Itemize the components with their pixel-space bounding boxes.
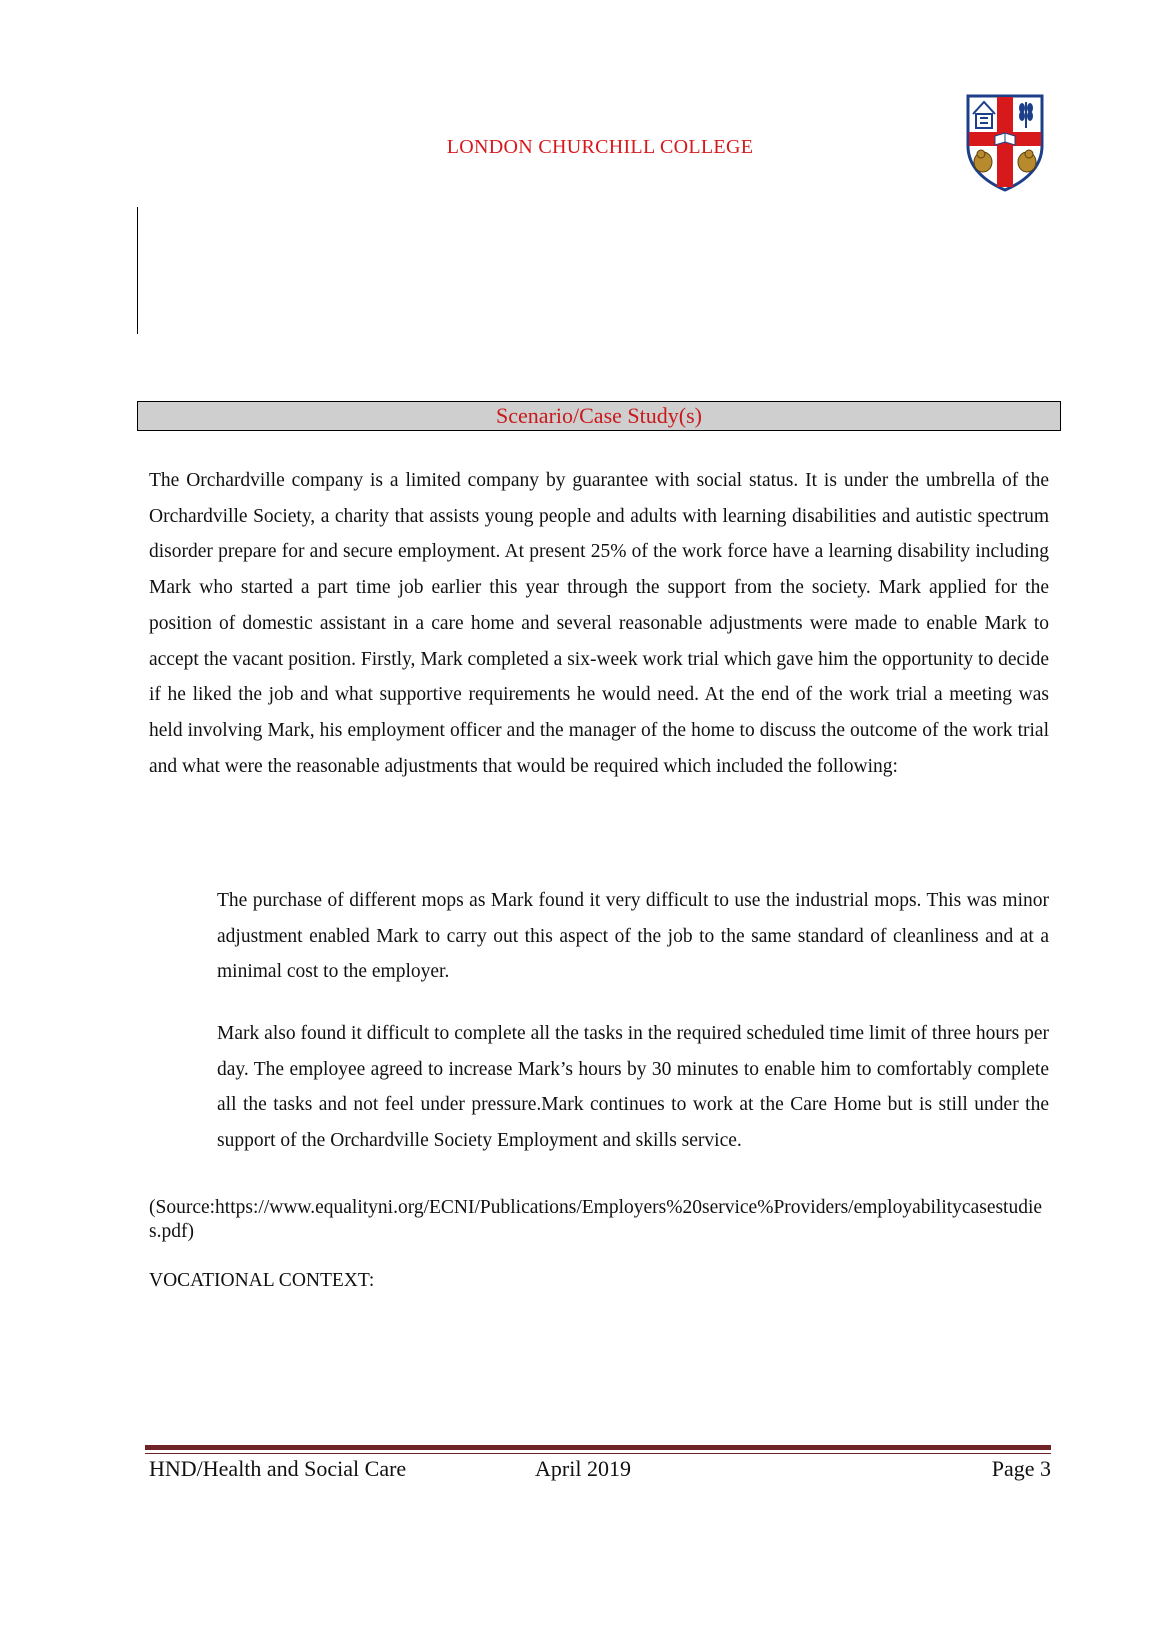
source-citation: (Source:https://www.equalityni.org/ECNI/Publications/Employers%20service%Providers/employabilitycasestudies.pdf): [149, 1197, 1043, 1242]
footer-date: April 2019: [535, 1456, 631, 1481]
adjustment-paragraph-2: Mark also found it difficult to complete all the tasks in the required scheduled time limit of three hours per day. The employee agreed to increase Mark’s hours by 30 minutes to enable him to comfortably complete all the tasks and not feel under pressure.Mark continues to work at the Care Home but is still under the support of the Orchardville Society Employment and skills service.: [217, 1023, 1049, 1152]
section-heading-bar: [137, 401, 1061, 431]
footer-page-number: Page 3: [991, 1456, 1051, 1481]
footer-divider-thin: [145, 1453, 1051, 1454]
college-name: LONDON CHURCHILL COLLEGE: [446, 136, 754, 158]
section-title: Scenario/Case Study(s): [496, 403, 702, 428]
adjustment-paragraph-1: The purchase of different mops as Mark found it very difficult to use the industrial mops. This was minor adjustment enabled Mark to carry out this aspect of the job to the same standard of cleanliness and at a minimal cost to the employer.: [217, 890, 1049, 983]
footer-divider-thick: [145, 1445, 1051, 1450]
vocational-context-heading: VOCATIONAL CONTEXT:: [149, 1270, 375, 1291]
college-crest-icon: [966, 94, 1044, 192]
intro-paragraph: The Orchardville company is a limited company by guarantee with social status. It is under the umbrella of the Orchardville Society, a charity that assists young people and adults with learning disabilities and autistic spectrum disorder prepare for and secure employment. At present 25% of the work force have a learning disability including Mark who started a part time job earlier this year through the support from the society. Mark applied for the position of domestic assistant in a care home and several reasonable adjustments were made to enable Mark to accept the vacant position. Firstly, Mark completed a six-week work trial which gave him the opportunity to decide if he liked the job and what supportive requirements he would need. At the end of the work trial a meeting was held involving Mark, his employment officer and the manager of the home to discuss the outcome of the work trial and what were the reasonable adjustments that would be required which included the following:: [149, 470, 1049, 777]
footer-course: HND/Health and Social Care: [149, 1456, 407, 1481]
margin-vertical-line: [137, 207, 138, 334]
